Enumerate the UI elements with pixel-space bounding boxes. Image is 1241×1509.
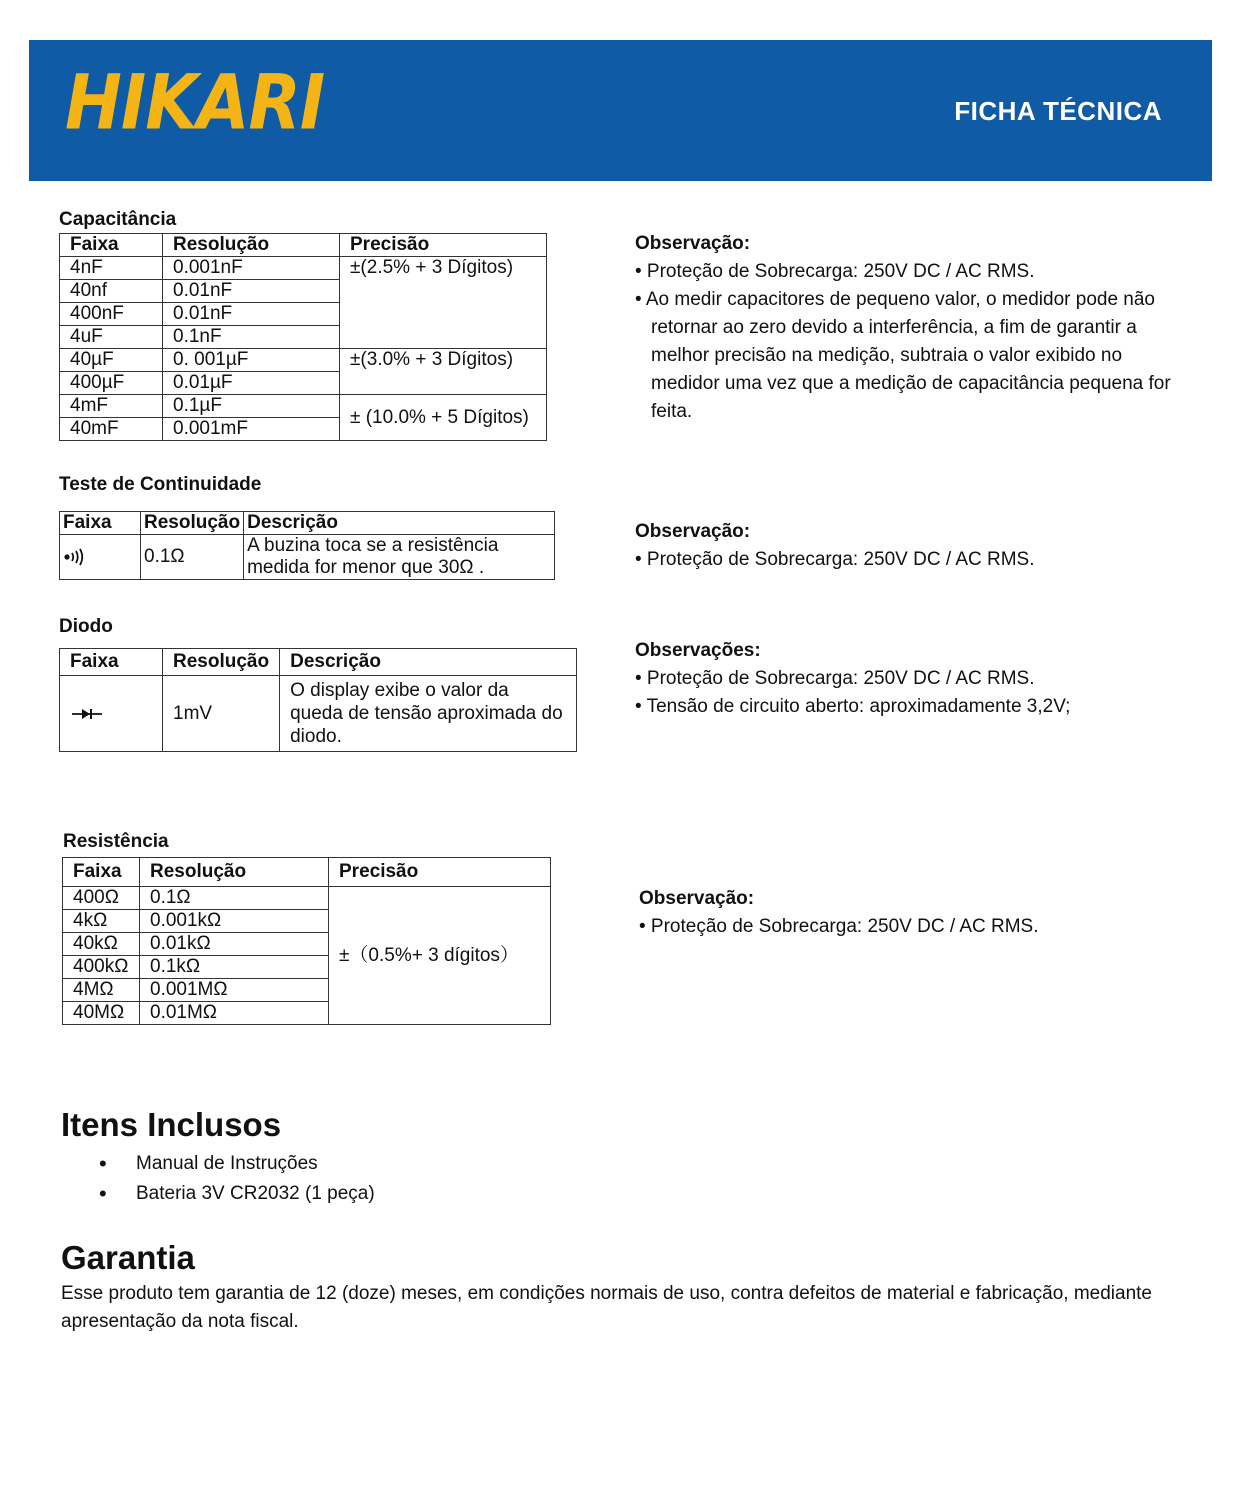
warranty-title: Garantia [61,1239,195,1276]
table-row [60,676,577,752]
col-header-resolution: Resolução [140,858,329,887]
buzzer-icon [63,548,87,566]
continuity-table [59,511,555,580]
observation-item: • Proteção de Sobrecarga: 250V DC / AC RMS. [635,668,1035,689]
included-items-title: Itens Inclusos [61,1106,282,1143]
col-header-resolution: Resolução [141,512,244,535]
col-header-range: Faixa [60,649,163,676]
diode-icon [70,706,104,722]
table-row [60,535,555,580]
description-cell: A buzina toca se a resistência medida for menor que 30Ω . [244,535,555,580]
range-cell [60,535,141,580]
resolution-cell: 0.001kΩ [140,910,329,933]
col-header-resolution: Resolução [163,649,280,676]
resolution-cell: 0.1Ω [140,887,329,910]
resolution-cell: 0.01nF [163,280,340,303]
observation-title: Observação: [635,521,751,542]
resolution-cell: 0.01MΩ [140,1002,329,1025]
resolution-cell: 0.1nF [163,326,340,349]
col-header-precision: Precisão [329,858,551,887]
precision-cell: ±(2.5% + 3 Dígitos) [340,257,547,349]
table-row [60,395,547,418]
range-cell: 400kΩ [63,956,140,979]
brand-logo: HIKARI [65,59,325,148]
description-cell: O display exibe o valor da queda de tensão aproximada do diodo. [280,676,577,752]
observation-item: • Proteção de Sobrecarga: 250V DC / AC RMS. [635,549,1035,570]
resistance-title: Resistência [63,831,169,852]
range-cell: 4MΩ [63,979,140,1002]
observation-item: • Proteção de Sobrecarga: 250V DC / AC RMS. [635,261,1035,282]
capacitance-table [59,233,547,441]
resistance-table [62,857,551,1025]
resolution-cell: 0.001MΩ [140,979,329,1002]
range-cell: 4mF [60,395,163,418]
resolution-cell: 0.001mF [163,418,340,441]
observation-item: • Tensão de circuito aberto: aproximadamente 3,2V; [635,696,1071,717]
warranty-text: Esse produto tem garantia de 12 (doze) meses, em condições normais de uso, contra defeitos de material e fabricação, mediante apresentação da nota fiscal. [61,1283,1152,1332]
range-cell: 40MΩ [63,1002,140,1025]
range-cell: 400µF [60,372,163,395]
continuity-observation [635,518,1175,574]
resolution-cell: 0. 001µF [163,349,340,372]
capacitance-title: Capacitância [59,209,177,230]
precision-cell: ± (10.0% + 5 Dígitos) [340,395,547,441]
col-header-resolution: Resolução [163,234,340,257]
resolution-cell: 0.1µF [163,395,340,418]
observation-title: Observação: [639,888,755,909]
resolution-cell: 0.001nF [163,257,340,280]
range-cell: 4nF [60,257,163,280]
range-cell: 400Ω [63,887,140,910]
range-cell: 40µF [60,349,163,372]
header-banner [29,40,1212,181]
table-row [63,887,551,910]
col-header-range: Faixa [60,512,141,535]
resolution-cell: 0.1kΩ [140,956,329,979]
list-item: • Manual de Instruções [61,1149,375,1179]
resolution-cell: 0.01nF [163,303,340,326]
range-cell: 40mF [60,418,163,441]
included-items-list [61,1149,375,1209]
range-cell: 40nf [60,280,163,303]
observation-title: Observação: [635,233,751,254]
col-header-precision: Precisão [340,234,547,257]
diode-observation [635,637,1195,721]
col-header-description: Descrição [280,649,577,676]
resolution-cell: 1mV [163,676,280,752]
capacitance-observation [635,230,1175,426]
resolution-cell: 0.1Ω [141,535,244,580]
range-cell: 4uF [60,326,163,349]
observation-item: • Proteção de Sobrecarga: 250V DC / AC RMS. [639,916,1039,937]
precision-cell: ±(3.0% + 3 Dígitos) [340,349,547,395]
document-type-title: FICHA TÉCNICA [954,96,1162,126]
table-row [60,349,547,372]
col-header-description: Descrição [244,512,555,535]
continuity-title: Teste de Continuidade [59,474,262,495]
range-cell: 40kΩ [63,933,140,956]
range-cell [60,676,163,752]
col-header-range: Faixa [60,234,163,257]
observation-item: • Ao medir capacitores de pequeno valor, o medidor pode não retornar ao zero devido a interferência, a fim de garantir a melhor precisão na medição, subtraia o valor exibido no medidor uma vez que a medição de capacitância pequena for feita. [635,289,1171,422]
precision-cell: ±（0.5%+ 3 dígitos） [329,887,551,1025]
table-row [60,257,547,280]
resolution-cell: 0.01µF [163,372,340,395]
diode-table [59,648,577,752]
diode-title: Diodo [59,616,113,637]
resolution-cell: 0.01kΩ [140,933,329,956]
observation-title: Observações: [635,640,761,661]
range-cell: 4kΩ [63,910,140,933]
resistance-observation [639,885,1179,941]
range-cell: 400nF [60,303,163,326]
col-header-range: Faixa [63,858,140,887]
list-item: • Bateria 3V CR2032 (1 peça) [61,1179,375,1209]
